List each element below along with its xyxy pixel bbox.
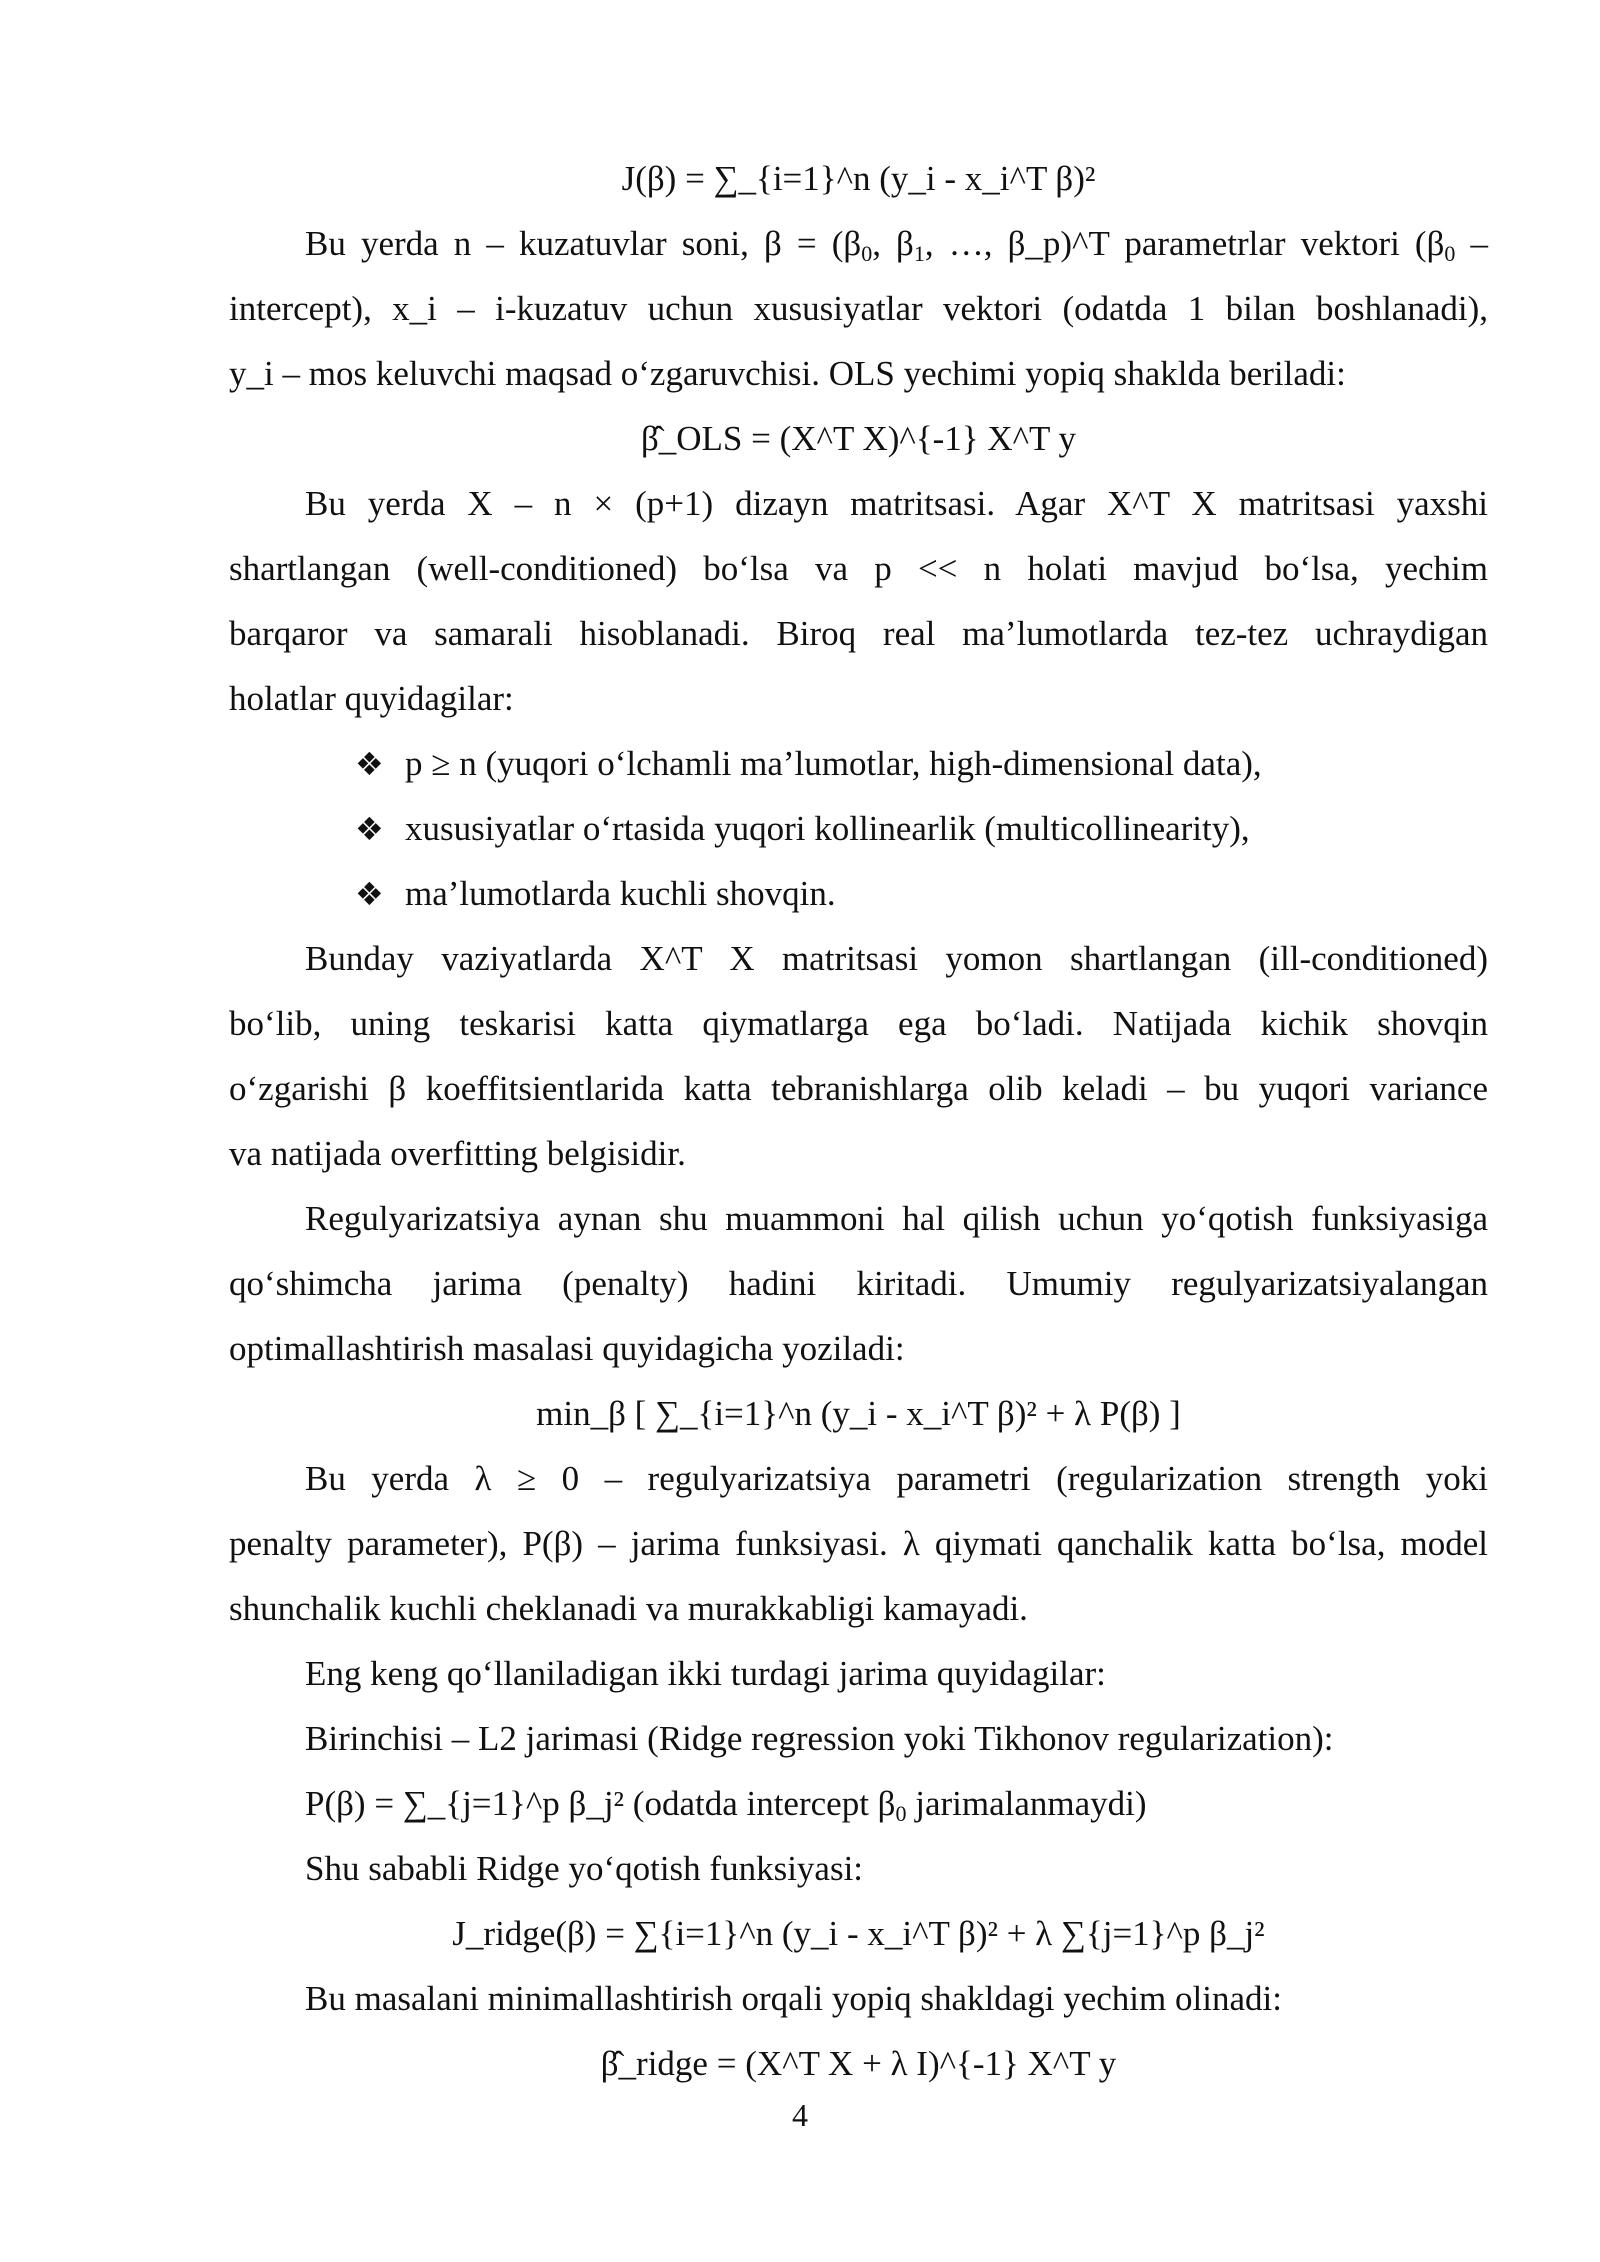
text-run: y_i – mos keluvchi maqsad oʻzgaruvchisi. OLS yechimi yopiq shaklda beriladi: [229,354,1346,393]
text-run: optimallashtirish masalasi quyidagicha yoziladi: [229,1329,905,1368]
page-body [229,146,1488,2096]
text-run: min_β [ ∑_{i=1}^n (y_i - x_i^T β)² + λ P(β) ] [536,1394,1181,1433]
paragraph-line [229,1251,1488,1316]
text-run: shartlangan (well-conditioned) boʻlsa va p << n holati mavjud boʻlsa, yechim [229,549,1488,588]
paragraph-line [229,1511,1488,1576]
paragraph-last-line [229,1121,1488,1186]
paragraph-last-line [229,666,1488,731]
formula-line [229,1901,1488,1966]
text-run: Regulyarizatsiya aynan shu muammoni hal qilish uchun yoʻqotish funksiyasiga [305,1199,1488,1238]
bullet-diamond-icon: ❖ [355,810,384,848]
text-run: barqaror va samarali hisoblanadi. Biroq real ma’lumotlarda tez-tez uchraydigan [229,614,1488,653]
text-run: Bu yerda λ ≥ 0 – regulyarizatsiya parametri (regularization strength yoki [305,1459,1488,1498]
text-run: Birinchisi – L2 jarimasi (Ridge regression yoki Tikhonov regularization): [305,1719,1334,1758]
text-run: , …, β_p)^T parametrlar vektori (β [924,224,1445,263]
paragraph-last-line [229,1316,1488,1381]
text-run: β̂_ridge = (X^T X + λ I)^{-1} X^T y [600,2044,1117,2083]
paragraph-line [229,601,1488,666]
bullet-item [229,796,1488,861]
formula-line [229,406,1488,471]
bullet-item [229,861,1488,926]
text-run: Bunday vaziyatlarda X^T X matritsasi yomon shartlangan (ill-conditioned) [305,939,1488,978]
text-run: oʻzgarishi β koeffitsientlarida katta tebranishlarga olib keladi – bu yuqori variance [229,1069,1488,1108]
text-run: Bu yerda n – kuzatuvlar soni, β = (β [305,224,862,263]
paragraph-last-line [229,341,1488,406]
text-run: Eng keng qoʻllaniladigan ikki turdagi jarima quyidagilar: [305,1654,1106,1693]
text-run: , β [872,224,914,263]
text-run: intercept), x_i – i-kuzatuv uchun xususiyatlar vektori (odatda 1 bilan boshlanadi), [229,289,1488,328]
paragraph-first-line [229,1186,1488,1251]
paragraph-first-line [229,471,1488,536]
paragraph-last-line [229,1576,1488,1641]
text-run: boʻlib, uning teskarisi katta qiymatlarga ega boʻladi. Natijada kichik shovqin [229,1004,1488,1043]
text-run: va natijada overfitting belgisidir. [229,1134,686,1173]
subscript: 0 [895,1801,907,1826]
text-run: jarimalanmaydi) [906,1784,1147,1823]
bullet-diamond-icon: ❖ [355,875,384,913]
subscript: 1 [913,241,925,266]
text-run: J_ridge(β) = ∑{i=1}^n (y_i - x_i^T β)² + λ ∑{j=1}^p β_j² [452,1914,1265,1953]
paragraph-line [229,1056,1488,1121]
text-run: – [1455,224,1489,263]
text-run: qoʻshimcha jarima (penalty) hadini kiritadi. Umumiy regulyarizatsiyalangan [229,1264,1488,1303]
formula-line [229,2031,1488,2096]
text-run: penalty parameter), P(β) – jarima funksiyasi. λ qiymati qanchalik katta boʻlsa, model [229,1524,1488,1563]
paragraph-line [229,536,1488,601]
text-run: xususiyatlar oʻrtasida yuqori kollinearlik (multicollinearity), [405,809,1250,848]
text-run: ma’lumotlarda kuchli shovqin. [405,874,836,913]
formula-line [229,1381,1488,1446]
text-run: p ≥ n (yuqori oʻlchamli ma’lumotlar, high-dimensional data), [405,744,1262,783]
bullet-diamond-icon: ❖ [355,745,384,783]
paragraph-first-line [229,1641,1488,1706]
text-run: β̂_OLS = (X^T X)^{-1} X^T y [640,419,1077,458]
paragraph-first-line [229,1771,1488,1836]
formula-line [229,146,1488,211]
paragraph-first-line [229,1706,1488,1771]
paragraph-first-line [229,1836,1488,1901]
text-run: Bu masalani minimallashtirish orqali yopiq shakldagi yechim olinadi: [305,1979,1282,2018]
paragraph-first-line [229,926,1488,991]
subscript: 0 [861,241,873,266]
paragraph-line [229,991,1488,1056]
bullet-item [229,731,1488,796]
text-run: Bu yerda X – n × (p+1) dizayn matritsasi. Agar X^T X matritsasi yaxshi [305,484,1488,523]
text-run: P(β) = ∑_{j=1}^p β_j² (odatda intercept β [305,1784,896,1823]
paragraph-first-line [229,211,1488,276]
page-number: 4 [792,2097,808,2133]
text-run: J(β) = ∑_{i=1}^n (y_i - x_i^T β)² [621,159,1096,198]
text-run: shunchalik kuchli cheklanadi va murakkabligi kamayadi. [229,1589,1028,1628]
text-run: Shu sababli Ridge yoʻqotish funksiyasi: [305,1849,864,1888]
text-run: holatlar quyidagilar: [229,679,514,718]
subscript: 0 [1444,241,1456,266]
paragraph-line [229,276,1488,341]
paragraph-first-line [229,1446,1488,1511]
paragraph-first-line [229,1966,1488,2031]
